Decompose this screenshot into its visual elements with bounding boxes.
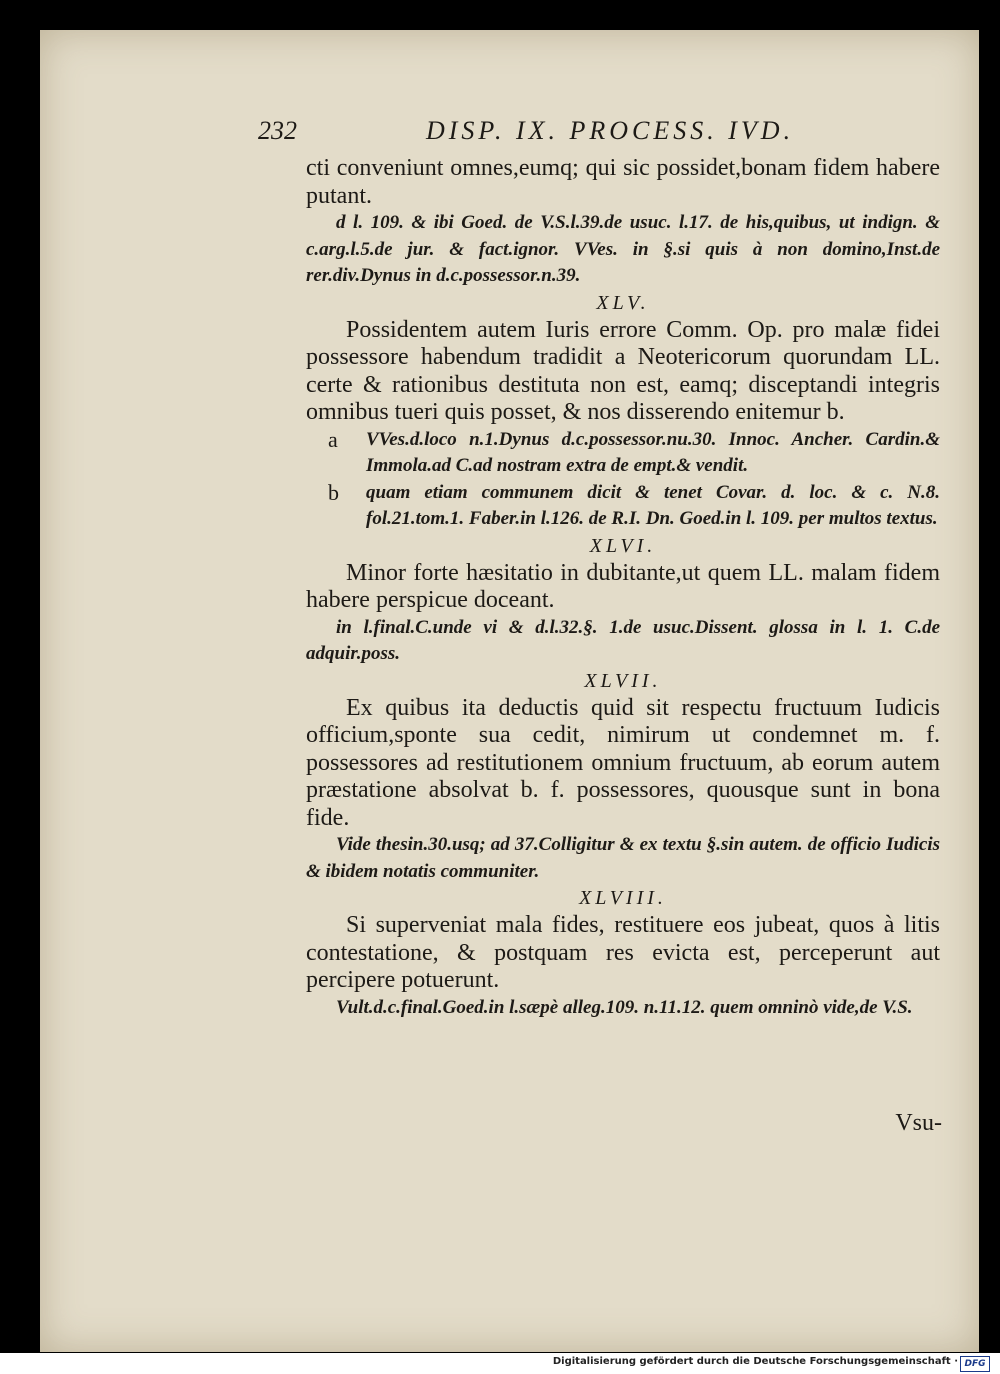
- funding-credit: Digitalisierung gefördert durch die Deutsche Forschungsgemeinschaft ·: [552, 1356, 958, 1367]
- dfg-logo-icon: DFG: [960, 1356, 990, 1372]
- page-body: [306, 155, 940, 1021]
- catchword: Vsu-: [895, 1110, 942, 1136]
- thesis-paragraph: Possidentem autem Iuris errore Comm. Op. pro malæ fidei possessore habendum tradidit a Neotericorum quorundam LL. certe & rationibus destituta non est, eamq; disceptandi integris omnibus tueri quis posset, & nos disserendo enitemur b.: [306, 316, 940, 425]
- thesis-paragraph: Minor forte hæsitatio in dubitante,ut quem LL. malam fidem habere perspicue doceant.: [306, 559, 940, 613]
- thesis-paragraph: cti conveniunt omnes,eumq; qui sic possidet,bonam fidem habere putant.: [306, 155, 940, 209]
- citation-note: Vide thesin.30.usq; ad 37.Colligitur & ex textu §.sin autem. de officio Iudicis & ibidem notatis communiter.: [306, 834, 940, 882]
- section-numeral: XLVI.: [589, 534, 657, 557]
- thesis-paragraph: Si superveniat mala fides, restituere eos jubeat, quos à litis contestatione, & postquam res evicta est, perceperunt aut percipere potuerunt.: [306, 912, 940, 993]
- footnote-text: quam etiam communem dicit & tenet Covar. d. loc. & c. N.8. fol.21.tom.1. Faber.in l.126. de R.I. Dn. Goed.in l. 109. per multos textus.: [366, 481, 940, 529]
- running-head: DISP. IX. PROCESS. IVD.: [426, 116, 795, 145]
- footnote: [306, 427, 940, 480]
- footnote-text: VVes.d.loco n.1.Dynus d.c.possessor.nu.30. Innoc. Ancher. Cardin.& Immola.ad C.ad nostram extra de empt.& vendit.: [366, 428, 940, 476]
- page-number: 232: [258, 116, 297, 145]
- section-numeral: XLVIII.: [579, 887, 667, 909]
- citation-note: d l. 109. & ibi Goed. de V.S.l.39.de usuc. l.17. de his,quibus, ut indign. & c.arg.l.5.de jur. & fact.ignor. VVes. in §.si quis à non domino,Inst.de rer.div.Dynus in d.c.possessor.n.39.: [306, 212, 940, 286]
- thesis-paragraph: Ex quibus ita deductis quid sit respectu fructuum Iudicis officium,sponte sua cedit, nimirum ut condemnet m. f. possessores ad restitutionem omnium fructuum, ab eorum autem præstatione absolvat b. f. possessores, quousque sunt in bona fide.: [306, 694, 940, 831]
- footnote: [306, 480, 940, 533]
- page-header: [40, 116, 979, 156]
- footnote-mark: a: [328, 426, 338, 452]
- footnote-mark: b: [328, 479, 339, 505]
- section-numeral: XLV.: [596, 291, 650, 314]
- section-numeral: XLVII.: [584, 669, 662, 692]
- citation-note: Vult.d.c.final.Goed.in l.sæpè alleg.109. n.11.12. quem omninò vide,de V.S.: [336, 996, 913, 1018]
- citation-note: in l.final.C.unde vi & d.l.32.§. 1.de usuc.Dissent. glossa in l. 1. C.de adquir.poss.: [306, 616, 940, 664]
- footer-bar: [0, 1353, 1000, 1374]
